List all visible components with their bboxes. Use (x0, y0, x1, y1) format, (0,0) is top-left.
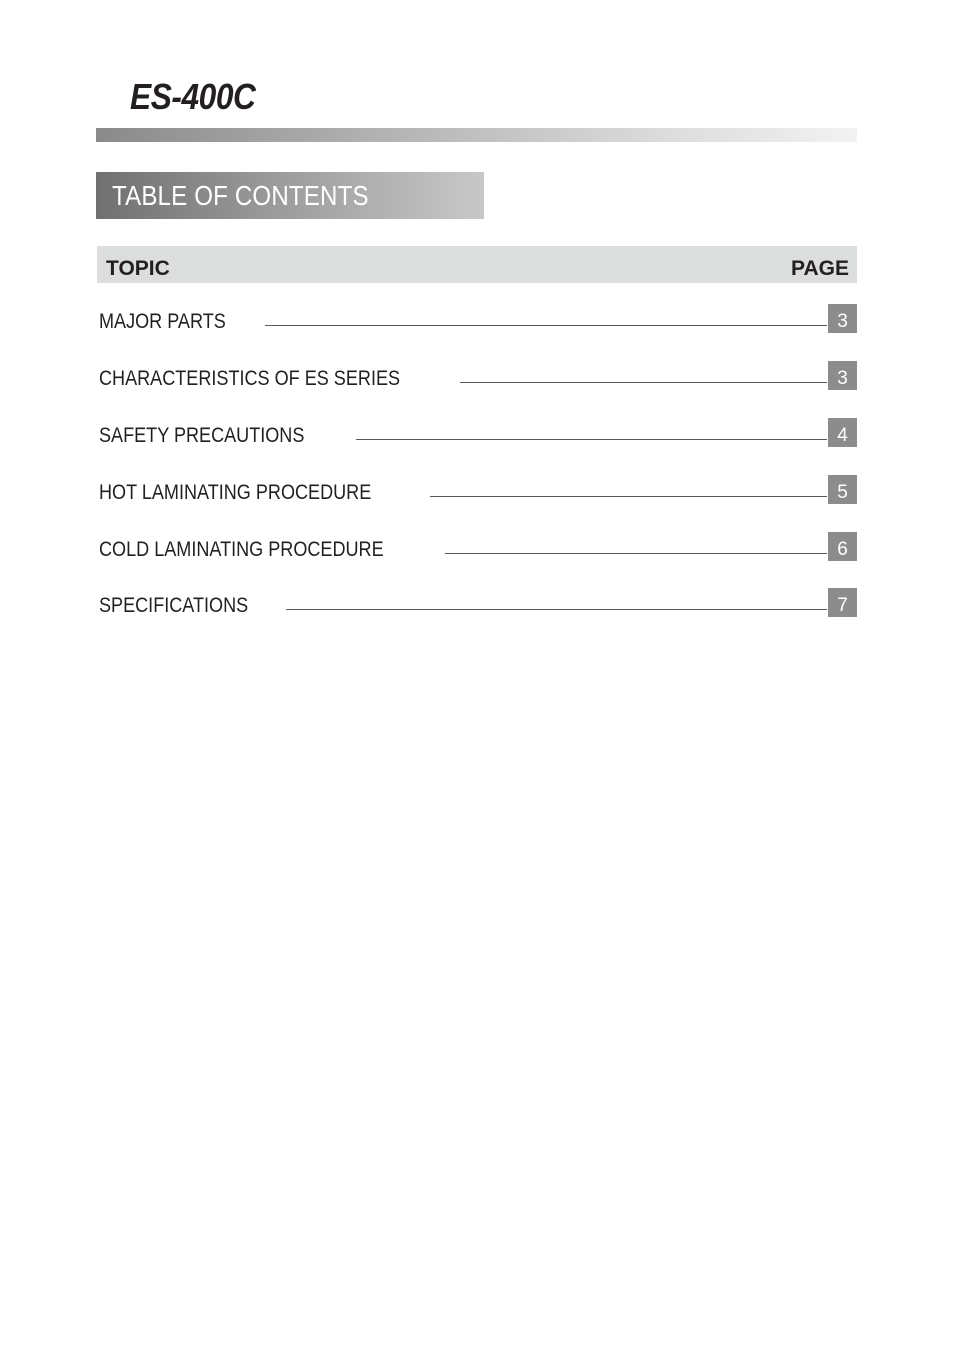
page-column-label: PAGE (791, 257, 849, 280)
toc-entry-label: SAFETY PRECAUTIONS (99, 424, 305, 447)
toc-entry-characteristics[interactable] (97, 361, 857, 391)
toc-entry-hot-laminating[interactable] (97, 475, 857, 505)
page-number-badge: 3 (828, 304, 857, 333)
model-title: ES-400C (130, 76, 256, 117)
leader-line (430, 496, 827, 497)
toc-entry-label: MAJOR PARTS (99, 310, 226, 333)
page-number-badge: 6 (828, 532, 857, 561)
leader-line (460, 382, 827, 383)
page-number-badge: 4 (828, 418, 857, 447)
toc-entry-cold-laminating[interactable] (97, 532, 857, 562)
leader-line (356, 439, 827, 440)
section-title: TABLE OF CONTENTS (112, 179, 369, 211)
page-number-badge: 7 (828, 588, 857, 617)
toc-column-header (97, 246, 857, 283)
toc-entry-safety-precautions[interactable] (97, 418, 857, 448)
toc-entry-label: COLD LAMINATING PROCEDURE (99, 538, 384, 561)
leader-line (265, 325, 827, 326)
toc-entry-label: SPECIFICATIONS (99, 594, 249, 617)
page-number-badge: 3 (828, 361, 857, 390)
section-banner (96, 172, 484, 219)
leader-line (445, 553, 827, 554)
toc-entry-label: CHARACTERISTICS OF ES SERIES (99, 367, 401, 390)
leader-line (286, 609, 827, 610)
toc-entry-label: HOT LAMINATING PROCEDURE (99, 481, 372, 504)
header-gradient-rule (96, 128, 857, 142)
toc-entry-major-parts[interactable] (97, 304, 857, 334)
toc-entry-specifications[interactable] (97, 588, 857, 618)
page-number-badge: 5 (828, 475, 857, 504)
topic-column-label: TOPIC (106, 257, 170, 280)
